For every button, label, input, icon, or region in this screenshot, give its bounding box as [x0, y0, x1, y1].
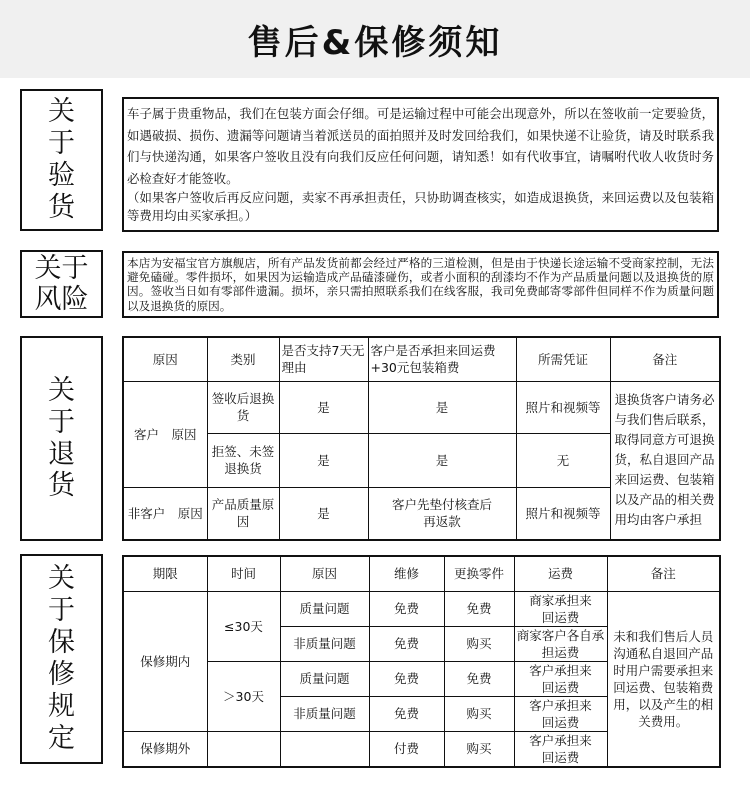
customer-reason-cell: 客户 原因: [123, 381, 207, 487]
warranty-label: [20, 554, 103, 764]
warranty-header-cell: 维修: [369, 556, 444, 591]
warranty-table: [122, 555, 721, 768]
time-cell: ＞30天: [207, 661, 280, 731]
repair-cell: 付费: [369, 731, 444, 767]
category-cell: 拒签、未签退换货: [207, 433, 279, 487]
returns-label: [20, 336, 103, 541]
inspection-label-char: 验: [48, 160, 75, 191]
returns-label-char: 货: [48, 470, 75, 502]
warranty-header-cell: 备注: [607, 556, 720, 591]
table-row: [123, 381, 720, 433]
inspection-label-char: 货: [48, 191, 75, 223]
page-header: [0, 0, 750, 78]
returns-label-char: 关: [48, 374, 75, 406]
returns-header-cell: 原因: [123, 337, 207, 381]
warranty-header-cell: 更换零件: [444, 556, 514, 591]
risk-text-box: [122, 251, 719, 318]
risk-label-line: 关于: [34, 252, 89, 284]
returns-header-cell: 所需凭证: [516, 337, 610, 381]
repair-cell: 免费: [369, 661, 444, 696]
returns-label-char: 于: [48, 406, 75, 438]
proof-cell: 照片和视频等: [516, 381, 610, 433]
reason-cell: [280, 731, 369, 767]
warranty-label-char: 于: [48, 595, 75, 627]
warranty-label-char: 规: [48, 690, 75, 722]
inspection-label: [20, 89, 103, 231]
shipping-cell: 客户承担来回运费: [514, 731, 607, 767]
risk-label-line: 风险: [34, 284, 89, 315]
reason-cell: 非质量问题: [280, 696, 369, 731]
out-warranty-cell: 保修期外: [123, 731, 207, 767]
parts-cell: 购买: [444, 731, 514, 767]
repair-cell: 免费: [369, 696, 444, 731]
risk-label: [20, 250, 103, 318]
warranty-label-char: 修: [48, 659, 75, 690]
returns-note-cell: 退换货客户请务必与我们售后联系，取得同意方可退换货，私自退回产品来回运费、包装箱以及产品的相关费用均由客户承担: [610, 381, 720, 540]
shipping-cell: 商家客户各自承担运费: [514, 626, 607, 661]
non-customer-reason-cell: 非客户 原因: [123, 487, 207, 540]
returns-label-char: 退: [48, 438, 75, 470]
returns-header-cell: 是否支持7天无理由: [279, 337, 368, 381]
warranty-header-cell: 运费: [514, 556, 607, 591]
shipping-cell: 客户承担来回运费: [514, 661, 607, 696]
returns-header-cell: 类别: [207, 337, 279, 381]
inspection-text-box: [122, 97, 719, 232]
returns-header-cell: 客户是否承担来回运费+30元包装箱费: [368, 337, 516, 381]
parts-cell: 免费: [444, 661, 514, 696]
warranty-header-cell: 时间: [207, 556, 280, 591]
warranty-note-cell: 未和我们售后人员沟通私自退回产品时用户需要承担来回运费、包装箱费用，以及产生的相关费用。: [607, 591, 720, 767]
inspection-label-char: 关: [48, 96, 75, 128]
risk-paragraph: 本店为安福宝官方旗舰店，所有产品发货前都会经过严格的三道检测，但是由于快递长途运输不受商家控制，无法避免磕碰。零件损坏，如果因为运输造成产品磕漆碰伤，或者小面积的刮漆均不作为产品质量问题以及退换货的原因。签收当日如有零部件遗漏。损坏，亲只需拍照联系我们在线客服，我司免费邮寄零部件但同样不作为质量问题以及退换货的原因。: [127, 256, 714, 313]
inspection-label-char: 于: [48, 128, 75, 160]
time-cell: [207, 731, 280, 767]
seven-day-cell: 是: [279, 381, 368, 433]
in-warranty-cell: 保修期内: [123, 591, 207, 731]
proof-cell: 无: [516, 433, 610, 487]
returns-header-cell: 备注: [610, 337, 720, 381]
shipping-cell: 客户承担来回运费: [514, 696, 607, 731]
shipping-cell: 商家承担来回运费: [514, 591, 607, 626]
shipping-cell: 是: [368, 381, 516, 433]
parts-cell: 免费: [444, 591, 514, 626]
warranty-label-char: 保: [48, 627, 75, 659]
page-title: 售后&保修须知: [247, 22, 503, 63]
table-row: [123, 591, 720, 626]
returns-header-row: [123, 337, 720, 381]
seven-day-cell: 是: [279, 487, 368, 540]
warranty-header-cell: 期限: [123, 556, 207, 591]
reason-cell: 质量问题: [280, 591, 369, 626]
reason-cell: 质量问题: [280, 661, 369, 696]
repair-cell: 免费: [369, 591, 444, 626]
shipping-cell: 客户先垫付核查后再返款: [368, 487, 516, 540]
time-cell: ≤30天: [207, 591, 280, 661]
warranty-label-char: 关: [48, 563, 75, 595]
inspection-paragraph-2: （如果客户签收后再反应问题，卖家不再承担责任，只协助调查核实，如造成退换货，来回运费以及包装箱等费用均由买家承担。）: [127, 190, 714, 223]
repair-cell: 免费: [369, 626, 444, 661]
reason-cell: 非质量问题: [280, 626, 369, 661]
parts-cell: 购买: [444, 626, 514, 661]
warranty-label-char: 定: [48, 722, 75, 754]
inspection-paragraph-1: 车子属于贵重物品，我们在包装方面会仔细。可是运输过程中可能会出现意外，所以在签收前一定要验货，如遇破损、损伤、遗漏等问题请当着派送员的面拍照并及时发回给我们，如果快递不让验货，请及时联系我们与快递沟通，如果客户签收且没有向我们反应任何问题，请知悉！如有代收事宜，请嘱咐代收人收货时务必检查好才能签收。: [127, 106, 714, 186]
shipping-cell: 是: [368, 433, 516, 487]
category-cell: 产品质量原因: [207, 487, 279, 540]
returns-table: [122, 336, 721, 541]
warranty-header-row: [123, 556, 720, 591]
parts-cell: 购买: [444, 696, 514, 731]
proof-cell: 照片和视频等: [516, 487, 610, 540]
warranty-header-cell: 原因: [280, 556, 369, 591]
seven-day-cell: 是: [279, 433, 368, 487]
category-cell: 签收后退换货: [207, 381, 279, 433]
